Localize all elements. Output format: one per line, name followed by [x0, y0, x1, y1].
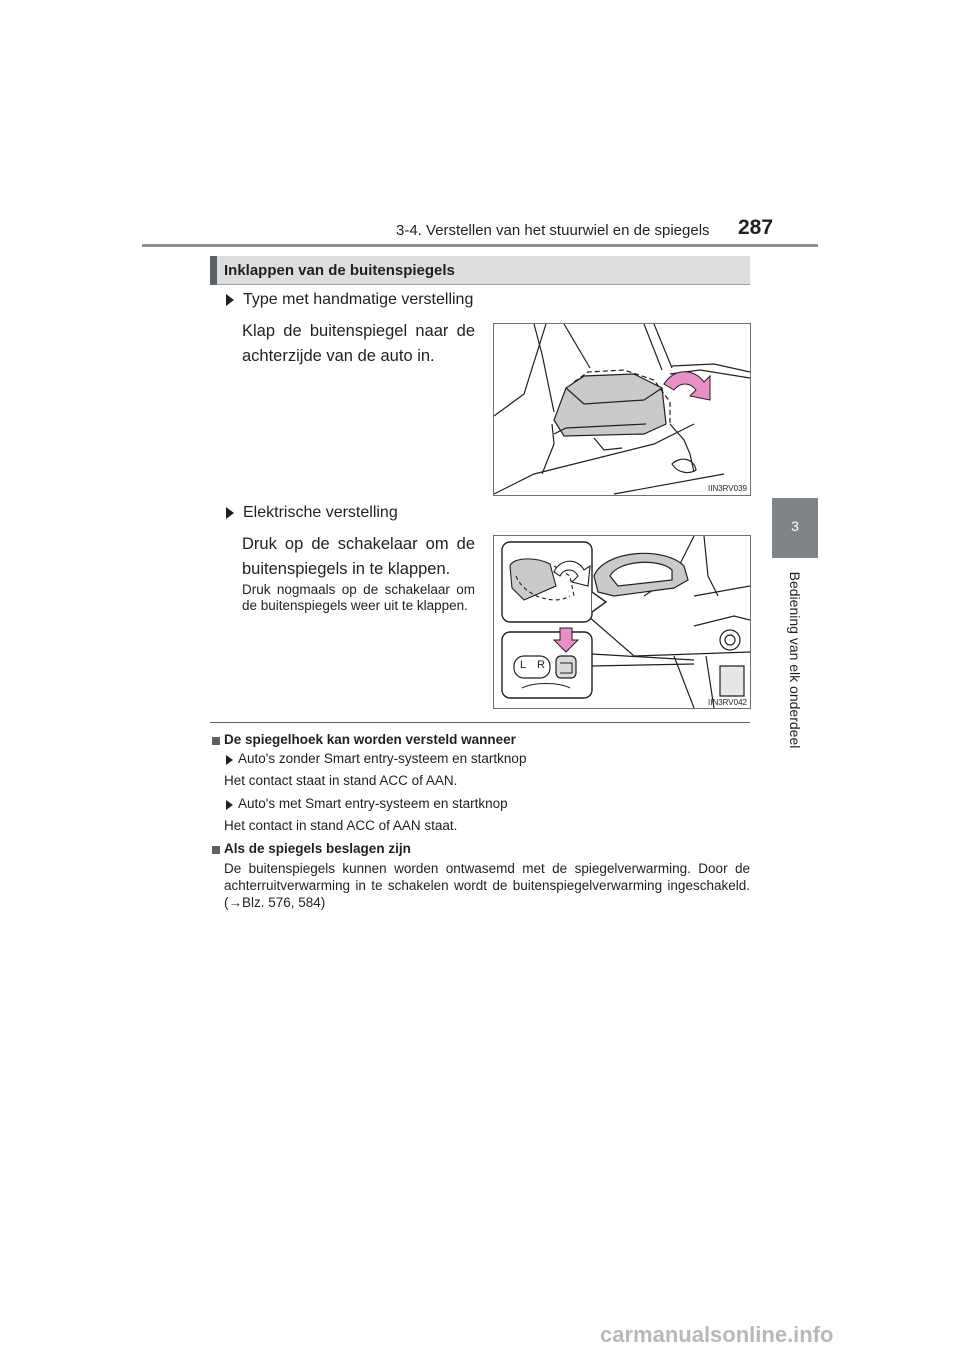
electric-type-text: Druk op de schakelaar om de buitenspiegels in te klappen.: [242, 535, 475, 578]
notes-divider: [210, 722, 750, 723]
electric-type-note: Druk nogmaals op de schakelaar om de buitenspiegels weer uit te klappen.: [242, 582, 475, 613]
chapter-tab-number: 3: [791, 518, 799, 534]
note-heading-fogged: Als de spiegels beslagen zijn: [224, 841, 411, 856]
header-rule: [142, 244, 818, 247]
triangle-bullet-icon: [226, 507, 234, 519]
watermark: carmanualsonline.info: [600, 1322, 834, 1347]
fold-arrow-icon: [664, 372, 710, 400]
figure-code: IIN3RV042: [708, 698, 747, 707]
fold-switch-icon: [556, 656, 576, 678]
note-heading-angle: De spiegelhoek kan worden versteld wanneer: [224, 732, 516, 747]
figure-manual-mirror: [493, 323, 751, 496]
note-text-fogged: De buitenspiegels kunnen worden ontwasemd met de spiegelverwarming. Door de achterruitverwarming in te schakelen wordt de buitenspiegelverwarming ingeschakeld. (→Blz. 576, 584): [224, 861, 750, 910]
triangle-bullet-icon: [226, 800, 233, 810]
section-title-accent: [210, 256, 217, 285]
square-bullet-icon: [212, 737, 220, 745]
manual-type-heading: Type met handmatige verstelling: [243, 291, 474, 308]
page-number: 287: [738, 216, 774, 239]
note-sub-without-smart: Auto's zonder Smart entry-systeem en startknop: [238, 751, 527, 766]
switch-right-label: R: [537, 659, 545, 671]
note-text-without-smart: Het contact staat in stand ACC of AAN.: [224, 773, 458, 788]
electric-type-heading: Elektrische verstelling: [243, 504, 398, 521]
manual-type-text: Klap de buitenspiegel naar de achterzijde van de auto in.: [242, 322, 475, 365]
electric-fold-illustration: [494, 536, 750, 708]
triangle-bullet-icon: [226, 755, 233, 765]
chapter-side-label: Bediening van elk onderdeel: [787, 571, 803, 749]
figure-electric-mirror: [493, 535, 751, 709]
switch-left-label: L: [520, 659, 527, 671]
mirror-fold-illustration: [494, 324, 750, 495]
square-bullet-icon: [212, 846, 220, 854]
figure-code: IIN3RV039: [708, 484, 747, 493]
header-title: 3-4. Verstellen van het stuurwiel en de spiegels: [396, 222, 710, 239]
note-text-with-smart: Het contact in stand ACC of AAN staat.: [224, 818, 458, 833]
note-sub-with-smart: Auto's met Smart entry-systeem en startknop: [238, 796, 508, 811]
triangle-bullet-icon: [226, 294, 234, 306]
section-title: Inklappen van de buitenspiegels: [224, 262, 455, 279]
